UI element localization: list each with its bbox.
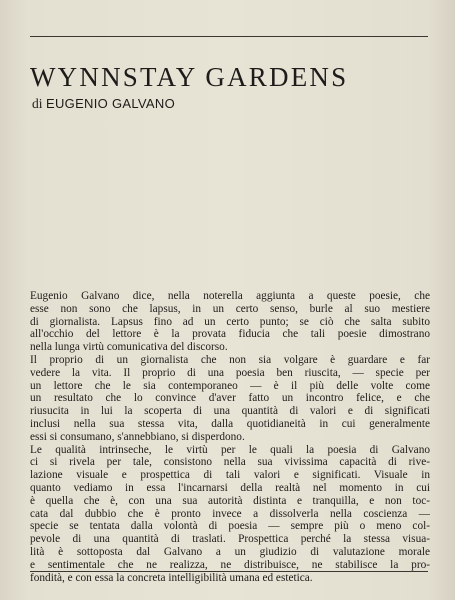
bottom-rule — [30, 571, 428, 572]
text-line: vedere la vita. Il proprio di una poesia ben riuscita, — specie per — [30, 366, 430, 379]
text-line: riusucita in lui la scoperta di una quantità di valori e di significati — [30, 405, 430, 418]
intro-text — [30, 290, 430, 584]
text-line: un resultato che lo convince d'aver fatto un incontro felice, e che — [30, 392, 430, 405]
text-line: Eugenio Galvano dice, nella noterella aggiunta a queste poesie, che — [30, 290, 430, 302]
text-line: all'occhio del lettore è la provata fiducia che tali poesie dimostrano — [30, 328, 430, 341]
text-line: fondità, e con essa la concreta intelligibilità umana ed estetica. — [30, 571, 313, 584]
author-name: EUGENIO GALVANO — [46, 96, 176, 111]
byline — [32, 96, 175, 113]
byline-prefix: di — [32, 96, 43, 111]
text-line: quanto vediamo in essa l'incarnarsi della realtà nel momento in cui — [30, 481, 430, 494]
text-line: e sentimentale che ne realizza, ne distribuisce, ne stabilisce la pro- — [30, 558, 430, 571]
text-line: nella lunga virtù comunicativa del discorso. — [30, 341, 228, 354]
text-line: cata dal dubbio che è pronto invece a dissolverla nella coscienza — — [30, 507, 430, 520]
text-line: esse non sono che lapsus, in un certo senso, burle al suo mestiere — [30, 302, 430, 315]
text-line: lità è sottoposta dal Galvano a un giudizio di valutazione morale — [30, 545, 430, 558]
text-line: pevole di una quantità di traslati. Prospettica perché la stessa visua- — [30, 533, 430, 546]
text-line: essi si consumano, s'annebbiano, si disperdono. — [30, 430, 245, 443]
text-line: inclusi nella sua stessa vita, dalla quotidianeità in cui generalmente — [30, 417, 430, 430]
text-line: un lettore che le sia contemporaneo — è il più delle volte come — [30, 379, 430, 392]
text-line: lazione visuale e prospettica di tali valori e significati. Visuale in — [30, 469, 430, 482]
paragraph-2 — [30, 354, 430, 444]
top-rule — [30, 36, 428, 37]
text-line: Il proprio di un giornalista che non sia volgare è guardare e far — [30, 353, 430, 366]
text-line: ci si rivela per tale, consistono nella sua vivissima capacità di rive- — [30, 456, 430, 469]
paragraph-3 — [30, 444, 430, 585]
poem-title: WYNNSTAY GARDENS — [30, 62, 349, 92]
text-line: è quella che è, con una sua autorità distinta e tranquilla, e non toc- — [30, 494, 430, 507]
paragraph-1 — [30, 290, 430, 354]
text-line: Le qualità intrinseche, le virtù per le quali la poesia di Galvano — [30, 443, 430, 456]
text-line: specie se tentata dalla volontà di poesia — sempre più o meno col- — [30, 520, 430, 533]
text-line: di giornalista. Lapsus fino ad un certo punto; se ciò che salta subito — [30, 315, 430, 328]
